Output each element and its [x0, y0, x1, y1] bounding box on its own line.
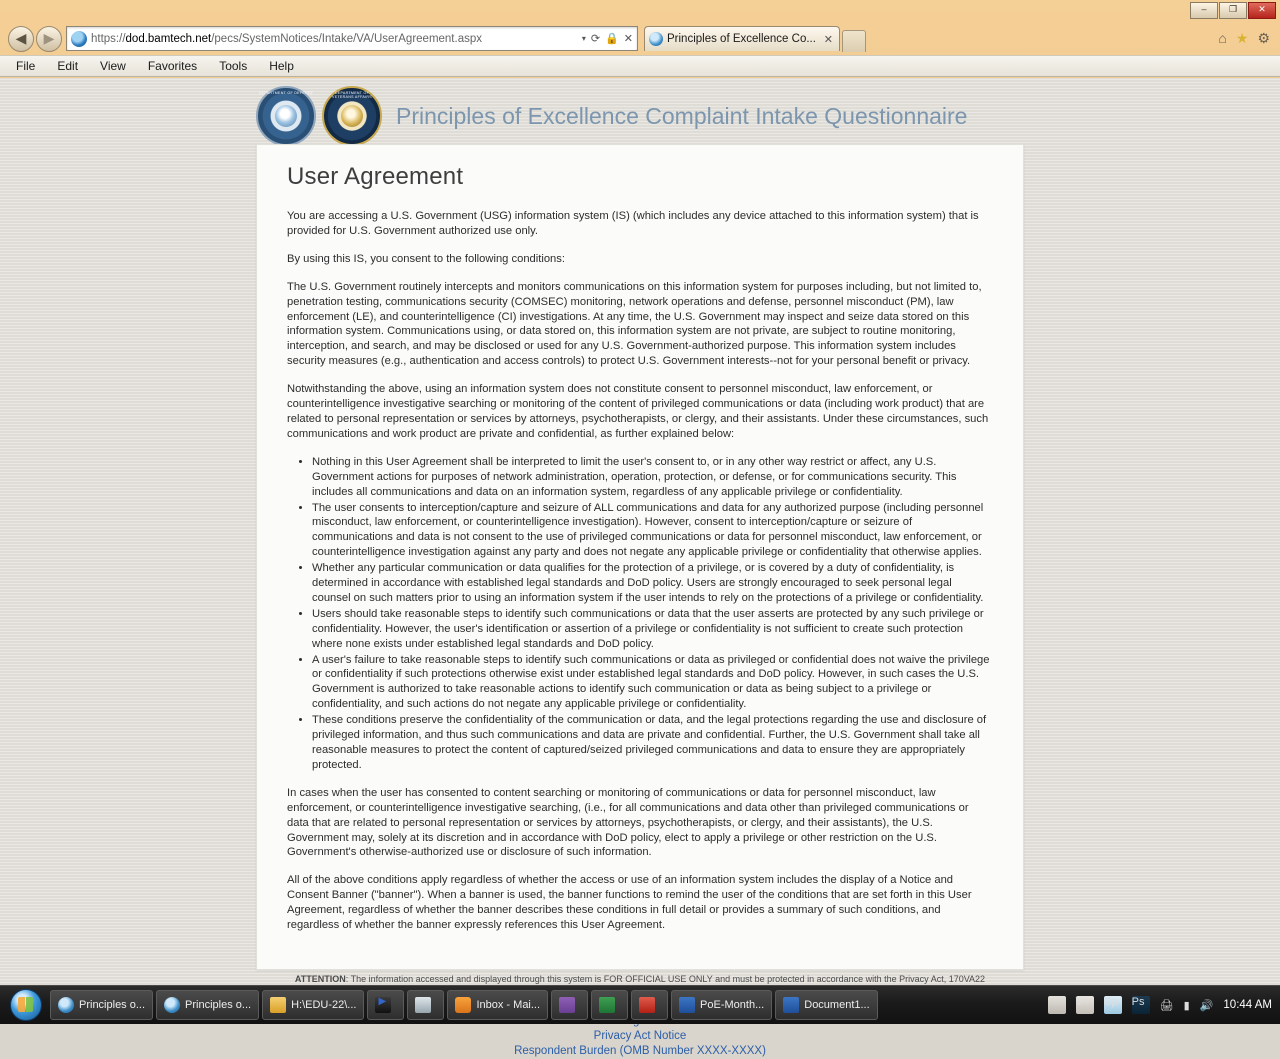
start-button[interactable]: [4, 987, 48, 1023]
address-bar-tools: [582, 32, 637, 45]
network-tray-icon[interactable]: ▮: [1183, 999, 1190, 1012]
menu-item-tools[interactable]: Tools: [219, 59, 248, 73]
attention-text: : The information accessed and displayed through this system is FOR OFFICIAL USE ONLY and must be protected in accordance with the Privacy Act, 170VA22: [345, 974, 986, 984]
word-icon: [679, 997, 695, 1013]
address-protocol: https://: [91, 32, 126, 45]
menu-item-view[interactable]: View: [100, 59, 126, 73]
taskbar-item-ie-2[interactable]: [156, 990, 259, 1020]
stop-icon[interactable]: ✕: [623, 33, 633, 45]
browser-toolbar-icons: [1218, 30, 1270, 47]
volume-tray-icon[interactable]: 🔊: [1199, 999, 1214, 1012]
taskbar: [0, 985, 1280, 1024]
taskbar-item-label: Principles o...: [185, 999, 252, 1011]
address-path: /pecs/SystemNotices/Intake/VA/UserAgreement.aspx: [211, 32, 482, 45]
home-icon[interactable]: ⌂: [1218, 30, 1227, 46]
list-item: • Nothing in this User Agreement shall be interpreted to limit the user's consent to, or in any other way restrict or affect, any U.S. Government actions for purposes of network administration, operation, protection, or defense, or for communications security. This includes all communications and data on an information system, regardless of any applicable privilege or confidentiality.: [312, 455, 993, 500]
new-tab-button[interactable]: [842, 30, 866, 52]
minimize-button[interactable]: –: [1190, 2, 1218, 19]
paragraph-5: In cases when the user has consented to content searching or monitoring of communications or data for personnel misconduct, law enforcement, or counterintelligence investigative searching, (i.e., for all communications and data other than privileged communications or data that are related to personal representation or services by attorneys, psychotherapists, or clergy, and their assistants), the U.S. Government may, solely at its discretion and in accordance with DoD policy, elect to apply a privilege or other restriction on the U.S. Government's otherwise-authorized use or disclosure of such information.: [287, 786, 969, 859]
photoshop-tray-icon[interactable]: Ps: [1132, 996, 1150, 1014]
taskbar-items: [50, 990, 1038, 1020]
notification-area: [1038, 996, 1280, 1014]
taskbar-item-calculator[interactable]: [407, 990, 444, 1020]
paragraph-1: You are accessing a U.S. Government (USG) information system (IS) (which includes any device attached to this information system) that is provided for U.S. Government authorized use only.: [287, 210, 979, 237]
taskbar-item-ie-1[interactable]: [50, 990, 153, 1020]
paragraph-6: All of the above conditions apply regardless of whether the access or use of an information system includes the display of a Notice and Consent Banner ("banner"). When a banner is used, the banner functions to remind the user of the conditions that are set forth in this User Agreement, regardless of whether the banner describes these conditions in full detail or provides a summary of such conditions, and regardless of whether the banner expressly references this User Agreement.: [287, 874, 972, 932]
tab-close-icon[interactable]: ✕: [823, 33, 833, 46]
navigation-bar: [0, 22, 1280, 54]
dod-seal-text: DEPARTMENT OF DEFENSE: [258, 91, 314, 95]
menu-item-favorites[interactable]: Favorites: [147, 59, 198, 73]
menu-item-edit[interactable]: Edit: [57, 59, 79, 73]
menu-bar: [0, 55, 1280, 77]
list-item: • The user consents to interception/capture and seizure of ALL communications and data for any authorized purpose (including personnel misconduct, law enforcement, or counterintelligence investigation). However, consent to interception/capture or seizure of communications and data is not consent to the use of privileged communications or data for personnel misconduct, law enforcement, or counterintelligence investigation against any party and does not negate any applicable privilege or confidentiality that otherwise applies.: [312, 501, 993, 561]
masthead: [256, 86, 1024, 146]
address-bar[interactable]: [66, 26, 638, 51]
taskbar-item-label: PoE-Month...: [700, 999, 765, 1011]
maximize-button[interactable]: ❐: [1219, 2, 1247, 19]
clock[interactable]: 10:44 AM: [1223, 999, 1272, 1011]
paragraph-2: By using this IS, you consent to the following conditions:: [287, 252, 565, 265]
cisco-tray-icon[interactable]: Cp: [1104, 996, 1122, 1014]
taskbar-item-excel[interactable]: [591, 990, 628, 1020]
ie-icon: [58, 997, 74, 1013]
footer-link-respondent-burden[interactable]: Respondent Burden (OMB Number XXXX-XXXX): [514, 1045, 766, 1057]
browser-tab[interactable]: [644, 26, 840, 51]
window-controls: [1190, 2, 1276, 19]
pdf-icon: [639, 997, 655, 1013]
tab-favicon-icon: [649, 32, 663, 46]
taskbar-item-word-2[interactable]: [775, 990, 877, 1020]
va-seal-text: DEPARTMENT OF VETERANS AFFAIRS: [332, 91, 372, 99]
site-icon: [71, 31, 87, 47]
conditions-list: [287, 455, 993, 773]
list-item: • A user's failure to take reasonable steps to identify such communications or data as privileged or confidential does not waive the privilege or confidentiality if such protections otherwise exist under established legal standards and DoD policy. However, in such cases the U.S. Government is authorized to take reasonable actions to identify such communication or data as being subject to a privilege or confidentiality, and such actions do not negate any applicable privilege or confidentiality.: [312, 653, 993, 713]
taskbar-item-pdf[interactable]: [631, 990, 668, 1020]
title-bar: [0, 0, 1280, 20]
card-heading: User Agreement: [287, 163, 464, 190]
menu-item-help[interactable]: Help: [269, 59, 294, 73]
media-player-icon: [375, 997, 391, 1013]
list-item: • Users should take reasonable steps to identify such communications or data that the user asserts are protected by any such privilege or confidentiality. However, the user's identification or assertion of a privilege or confidentiality is not sufficient to create such protection where none exists under established legal standards and DoD policy.: [312, 607, 993, 652]
user-agreement-card: [256, 144, 1024, 970]
onenote-icon: [559, 997, 575, 1013]
attention-label: ATTENTION: [294, 974, 346, 984]
word-icon: [783, 997, 799, 1013]
printer-tray-icon[interactable]: 🖨: [1159, 999, 1174, 1012]
va-seal-icon: [322, 86, 382, 146]
page-title: Principles of Excellence Complaint Intake Questionnaire: [396, 102, 968, 129]
taskbar-item-media-player[interactable]: [367, 990, 404, 1020]
list-item: • Whether any particular communication or data qualifies for the protection of a privilege, or is covered by a duty of confidentiality, is determined in accordance with established legal standards and DoD policy. Users are strongly encouraged to seek personal legal counsel on such matters prior to using an information system if the user intends to rely on the protections of a privilege or confidentiality.: [312, 561, 993, 606]
folder-icon: [270, 997, 286, 1013]
taskbar-item-explorer[interactable]: [262, 990, 364, 1020]
taskbar-item-word-1[interactable]: [671, 990, 772, 1020]
footer-link-privacy-act-notice[interactable]: Privacy Act Notice: [593, 1030, 687, 1042]
lock-icon: 🔒: [605, 33, 619, 45]
attention-notice: [256, 974, 1024, 984]
menu-item-file[interactable]: File: [16, 59, 36, 73]
outlook-icon: [455, 997, 471, 1013]
taskbar-item-label: Principles o...: [79, 999, 146, 1011]
favorites-icon[interactable]: ★: [1235, 30, 1249, 46]
address-text: [91, 33, 482, 45]
taskbar-item-label: Document1...: [804, 999, 870, 1011]
tools-gear-icon[interactable]: ⚙: [1257, 30, 1270, 46]
taskbar-item-outlook[interactable]: [447, 990, 548, 1020]
list-item: • These conditions preserve the confidentiality of the communication or data, and the legal protections regarding the use and disclosure of privileged information, and thus such communications and data are private and confidential. Further, the U.S. Government shall take all reasonable measures to protect the content of captured/seized privileged communications and data to ensure they are appropriately protected.: [312, 713, 993, 773]
dod-seal-icon: [256, 86, 316, 146]
windows-logo-icon: [10, 989, 42, 1021]
excel-icon: [599, 997, 615, 1013]
va-seal-center: [341, 105, 363, 127]
forward-button-icon[interactable]: ▶: [36, 26, 62, 52]
dod-seal-center: [275, 105, 297, 127]
taskbar-item-label: Inbox - Mai...: [476, 999, 541, 1011]
back-button-icon[interactable]: ◀: [8, 26, 34, 52]
address-host: dod.bamtech.net: [125, 32, 212, 45]
close-button[interactable]: ✕: [1248, 2, 1276, 19]
tab-title: Principles of Excellence Co...: [667, 33, 816, 45]
ie-icon: [164, 997, 180, 1013]
refresh-icon[interactable]: ⟳: [590, 33, 601, 45]
taskbar-item-onenote[interactable]: [551, 990, 588, 1020]
visio-tray-icon[interactable]: V: [1076, 996, 1094, 1014]
paragraph-3: The U.S. Government routinely intercepts and monitors communications on this information system for purposes including, but not limited to, penetration testing, communications security (COMSEC) monitoring, network operations and defense, personnel misconduct (PM), law enforcement (LE), and counterintelligence (CI) investigations. At any time, the U.S. Government may inspect and seize data stored on this information system. Communications using, or data stored on, this information system are not private, are subject to routine monitoring, interception, and search, and may be disclosed or used for any U.S. Government-authorized purpose. This information system includes security measures (e.g., authentication and access controls) to protect U.S. Government interests--not for your personal benefit or privacy.: [287, 280, 982, 368]
paragraph-4: Notwithstanding the above, using an information system does not constitute consent to personnel misconduct, law enforcement, or counterintelligence investigative searching or monitoring of the content of privileged communications or data (including work product) that are related to personal representation or services by attorneys, psychotherapists, or clergy, and their assistants. Under these circumstances, such communications and work product are private and confidential, as further explained below:: [287, 383, 989, 440]
taskbar-item-label: H:\EDU-22\...: [291, 999, 357, 1011]
acrobat-tray-icon[interactable]: [1048, 996, 1066, 1014]
calculator-icon: [415, 997, 431, 1013]
chevron-down-icon[interactable]: ▾: [581, 34, 586, 43]
